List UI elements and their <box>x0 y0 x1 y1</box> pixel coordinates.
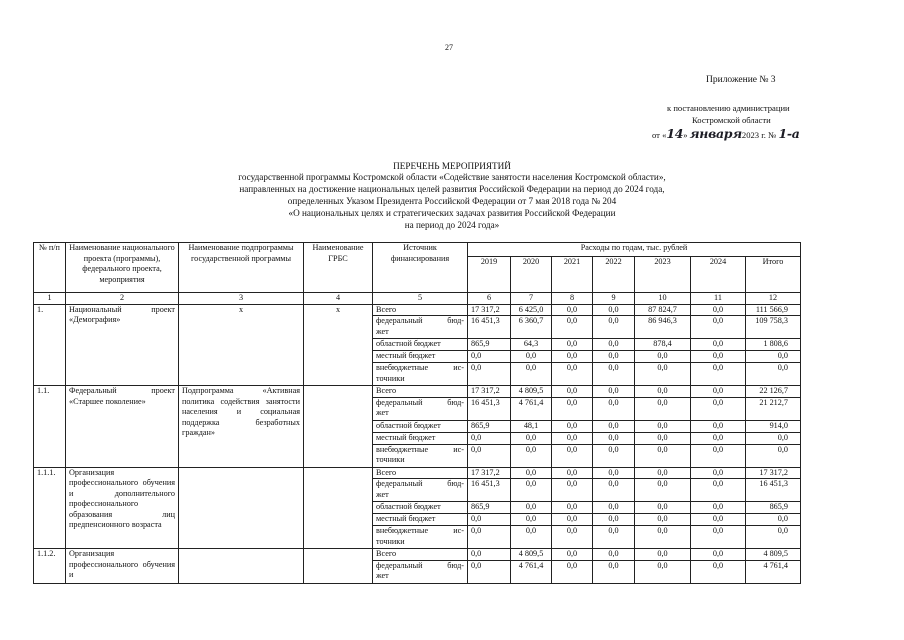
total-value: 4 809,5 <box>746 549 801 561</box>
year-value: 0,0 <box>468 549 511 561</box>
column-number: 4 <box>304 293 373 305</box>
header-year: 2022 <box>593 257 635 293</box>
year-value: 64,3 <box>511 339 552 351</box>
date-suffix: 2023 г. № <box>741 130 777 140</box>
financing-source-text: федеральный бюд- <box>376 397 464 407</box>
total-value: 0,0 <box>746 514 801 526</box>
year-value: 0,0 <box>691 432 746 444</box>
financing-source-text: Всего <box>376 304 397 314</box>
subprogram-name <box>179 467 304 549</box>
financing-source <box>373 397 468 420</box>
grbs-name <box>304 467 373 549</box>
year-value: 0,0 <box>593 339 635 351</box>
year-value: 0,0 <box>691 444 746 467</box>
year-value: 6 360,7 <box>511 316 552 339</box>
financing-source-text: жет <box>376 571 389 580</box>
year-value: 0,0 <box>552 560 593 583</box>
column-number: 1 <box>34 293 66 305</box>
year-value: 0,0 <box>593 304 635 316</box>
total-value: 0,0 <box>746 444 801 467</box>
column-number: 7 <box>511 293 552 305</box>
year-value: 0,0 <box>593 444 635 467</box>
financing-source-text: областной бюджет <box>376 420 441 430</box>
date-prefix: от « <box>652 130 667 140</box>
total-value: 4 761,4 <box>746 560 801 583</box>
financing-source <box>373 479 468 502</box>
year-value: 0,0 <box>552 514 593 526</box>
financing-source <box>373 363 468 386</box>
column-number: 10 <box>635 293 691 305</box>
year-value: 0,0 <box>691 316 746 339</box>
year-value: 16 451,3 <box>468 316 511 339</box>
year-value: 0,0 <box>511 351 552 363</box>
measures-table <box>33 242 801 584</box>
year-value: 0,0 <box>691 339 746 351</box>
measure-name: Федеральный проект «Старшее поколение» <box>66 386 179 468</box>
financing-source-text: Всего <box>376 467 397 477</box>
grbs-name <box>304 386 373 468</box>
financing-source <box>373 502 468 514</box>
resolution-line-2: Костромской области <box>692 115 771 125</box>
financing-source-text: Всего <box>376 386 397 395</box>
total-value: 0,0 <box>746 351 801 363</box>
year-value: 0,0 <box>468 351 511 363</box>
financing-source-text: жет <box>376 408 389 417</box>
year-value: 0,0 <box>552 467 593 479</box>
column-number: 3 <box>179 293 304 305</box>
year-value: 16 451,3 <box>468 397 511 420</box>
column-number-row <box>34 293 801 305</box>
financing-source-text: федеральный бюд- <box>376 479 464 488</box>
year-value: 865,9 <box>468 502 511 514</box>
grbs-name <box>304 549 373 584</box>
financing-source-text: местный бюджет <box>376 351 436 360</box>
title-line-6: на период до 2024 года» <box>404 220 500 230</box>
row-number: 1.1.1. <box>34 467 66 549</box>
subprogram-name: х <box>179 304 304 386</box>
financing-source <box>373 526 468 549</box>
title-line-3: направленных на достижение национальных целей развития Российской Федерации на период до 2024 года, <box>239 184 665 194</box>
year-value: 86 946,3 <box>635 316 691 339</box>
year-value: 0,0 <box>635 386 691 398</box>
row-number: 1.1.2. <box>34 549 66 584</box>
column-number: 11 <box>691 293 746 305</box>
date-day-handwritten: 14 <box>666 126 684 141</box>
header-grbs: Наименование ГРБС <box>304 243 373 293</box>
year-value: 0,0 <box>593 560 635 583</box>
year-value: 878,4 <box>635 339 691 351</box>
header-num: № п/п <box>34 243 66 293</box>
year-value: 0,0 <box>468 432 511 444</box>
year-value: 0,0 <box>691 526 746 549</box>
year-value: 0,0 <box>691 467 746 479</box>
column-number: 12 <box>746 293 801 305</box>
resolution-date-line <box>652 126 800 141</box>
financing-source-text: внебюджетные ис- <box>376 444 464 454</box>
total-value: 21 212,7 <box>746 397 801 420</box>
year-value: 0,0 <box>635 549 691 561</box>
year-value: 0,0 <box>691 479 746 502</box>
year-value: 0,0 <box>552 397 593 420</box>
year-value: 0,0 <box>511 514 552 526</box>
year-value: 0,0 <box>552 316 593 339</box>
year-value: 4 809,5 <box>511 549 552 561</box>
year-value: 0,0 <box>691 397 746 420</box>
year-value: 0,0 <box>511 467 552 479</box>
table-row <box>34 549 801 561</box>
header-total: Итого <box>746 257 801 293</box>
doc-number-handwritten: 1-а <box>778 126 800 141</box>
date-month-handwritten: января <box>689 126 742 141</box>
financing-source-text: точники <box>376 373 405 383</box>
year-value: 0,0 <box>552 339 593 351</box>
year-value: 0,0 <box>468 526 511 549</box>
year-value: 0,0 <box>552 479 593 502</box>
year-value: 0,0 <box>691 560 746 583</box>
year-value: 0,0 <box>552 444 593 467</box>
year-value: 0,0 <box>511 444 552 467</box>
financing-source-text: Всего <box>376 549 397 558</box>
year-value: 0,0 <box>635 397 691 420</box>
table-body <box>34 243 801 584</box>
financing-source-text: местный бюджет <box>376 514 436 523</box>
total-value: 914,0 <box>746 420 801 432</box>
year-value: 865,9 <box>468 420 511 432</box>
year-value: 0,0 <box>468 363 511 386</box>
year-value: 0,0 <box>511 432 552 444</box>
header-year: 2020 <box>511 257 552 293</box>
financing-source <box>373 467 468 479</box>
year-value: 0,0 <box>552 363 593 386</box>
financing-source <box>373 420 468 432</box>
measure-name: Организация профессионального обучения и <box>66 549 179 584</box>
resolution-line-1: к постановлению администрации <box>667 103 790 113</box>
total-value: 109 758,3 <box>746 316 801 339</box>
year-value: 0,0 <box>635 467 691 479</box>
year-value: 0,0 <box>552 526 593 549</box>
financing-source-text: жет <box>376 326 389 336</box>
total-value: 111 566,9 <box>746 304 801 316</box>
year-value: 0,0 <box>635 444 691 467</box>
year-value: 0,0 <box>593 420 635 432</box>
financing-source-text: областной бюджет <box>376 339 441 348</box>
appendix-label: Приложение № 3 <box>706 75 776 85</box>
column-number: 2 <box>66 293 179 305</box>
financing-source-text: областной бюджет <box>376 502 441 511</box>
year-value: 0,0 <box>552 420 593 432</box>
total-value: 0,0 <box>746 432 801 444</box>
year-value: 0,0 <box>635 420 691 432</box>
total-value: 22 126,7 <box>746 386 801 398</box>
column-number: 6 <box>468 293 511 305</box>
year-value: 0,0 <box>635 502 691 514</box>
year-value: 0,0 <box>691 386 746 398</box>
header-year: 2024 <box>691 257 746 293</box>
row-number: 1.1. <box>34 386 66 468</box>
financing-source-text: местный бюджет <box>376 432 436 442</box>
column-number: 8 <box>552 293 593 305</box>
year-value: 0,0 <box>552 351 593 363</box>
header-row <box>34 243 801 257</box>
financing-source-text: федеральный бюд- <box>376 560 464 570</box>
year-value: 0,0 <box>593 502 635 514</box>
financing-source-text: внебюджетные ис- <box>376 363 464 372</box>
year-value: 0,0 <box>593 351 635 363</box>
header-expenses: Расходы по годам, тыс. рублей <box>468 243 801 257</box>
title-line-4: определенных Указом Президента Российской Федерации от 7 мая 2018 года № 204 <box>287 196 617 206</box>
year-value: 0,0 <box>593 514 635 526</box>
year-value: 0,0 <box>552 304 593 316</box>
year-value: 0,0 <box>468 560 511 583</box>
year-value: 0,0 <box>552 502 593 514</box>
table-row <box>34 304 801 316</box>
year-value: 0,0 <box>635 514 691 526</box>
year-value: 0,0 <box>593 526 635 549</box>
year-value: 0,0 <box>691 514 746 526</box>
title-line-5: «О национальных целях и стратегических задачах развития Российской Федерации <box>288 208 616 218</box>
year-value: 0,0 <box>593 397 635 420</box>
year-value: 0,0 <box>511 526 552 549</box>
subprogram-name <box>179 549 304 584</box>
header-subprogram: Наименование подпрограммы государственной программы <box>179 243 304 293</box>
date-mid: » <box>683 130 688 140</box>
financing-source <box>373 304 468 316</box>
year-value: 0,0 <box>691 502 746 514</box>
year-value: 0,0 <box>691 351 746 363</box>
year-value: 0,0 <box>635 526 691 549</box>
year-value: 0,0 <box>593 363 635 386</box>
year-value: 4 809,5 <box>511 386 552 398</box>
financing-source <box>373 432 468 444</box>
grbs-name: х <box>304 304 373 386</box>
financing-source <box>373 514 468 526</box>
year-value: 87 824,7 <box>635 304 691 316</box>
year-value: 0,0 <box>468 444 511 467</box>
year-value: 0,0 <box>511 502 552 514</box>
financing-source <box>373 386 468 398</box>
financing-source-text: внебюджетные ис- <box>376 526 464 535</box>
year-value: 0,0 <box>691 549 746 561</box>
header-year: 2021 <box>552 257 593 293</box>
year-value: 0,0 <box>468 514 511 526</box>
year-value: 0,0 <box>635 351 691 363</box>
financing-source <box>373 339 468 351</box>
year-value: 0,0 <box>511 363 552 386</box>
column-number: 5 <box>373 293 468 305</box>
year-value: 0,0 <box>635 560 691 583</box>
total-value: 1 808,6 <box>746 339 801 351</box>
year-value: 4 761,4 <box>511 397 552 420</box>
financing-source <box>373 444 468 467</box>
year-value: 0,0 <box>593 386 635 398</box>
year-value: 17 317,2 <box>468 304 511 316</box>
header-source: Источник финансирования <box>373 243 468 293</box>
header-year: 2019 <box>468 257 511 293</box>
financing-source-text: точники <box>376 455 405 464</box>
year-value: 16 451,3 <box>468 479 511 502</box>
total-value: 865,9 <box>746 502 801 514</box>
financing-source <box>373 549 468 561</box>
year-value: 0,0 <box>691 304 746 316</box>
total-value: 16 451,3 <box>746 479 801 502</box>
subprogram-name: Подпрограмма «Активная политика содействия занятости населения и социальная поддержка безработных граждан» <box>179 386 304 468</box>
financing-source-text: жет <box>376 489 389 499</box>
year-value: 0,0 <box>511 479 552 502</box>
total-value: 0,0 <box>746 526 801 549</box>
year-value: 0,0 <box>552 549 593 561</box>
year-value: 0,0 <box>593 316 635 339</box>
year-value: 4 761,4 <box>511 560 552 583</box>
measure-name: Организация профессионального обучения и дополнительного профессионального образования лиц предпенсионного возраста <box>66 467 179 549</box>
year-value: 6 425,0 <box>511 304 552 316</box>
year-value: 0,0 <box>552 432 593 444</box>
year-value: 0,0 <box>593 432 635 444</box>
year-value: 0,0 <box>635 432 691 444</box>
total-value: 0,0 <box>746 363 801 386</box>
year-value: 865,9 <box>468 339 511 351</box>
year-value: 0,0 <box>635 479 691 502</box>
year-value: 0,0 <box>593 467 635 479</box>
total-value: 17 317,2 <box>746 467 801 479</box>
row-number: 1. <box>34 304 66 386</box>
measure-name: Национальный проект «Демография» <box>66 304 179 386</box>
financing-source <box>373 316 468 339</box>
year-value: 17 317,2 <box>468 467 511 479</box>
year-value: 0,0 <box>691 420 746 432</box>
year-value: 0,0 <box>593 549 635 561</box>
document-title: ПЕРЕЧЕНЬ МЕРОПРИЯТИЙ <box>393 161 511 171</box>
header-year: 2023 <box>635 257 691 293</box>
table-row <box>34 467 801 479</box>
column-number: 9 <box>593 293 635 305</box>
year-value: 17 317,2 <box>468 386 511 398</box>
year-value: 0,0 <box>635 363 691 386</box>
title-line-2: государственной программы Костромской области «Содействие занятости населения Костромской области», <box>238 172 666 182</box>
financing-source <box>373 560 468 583</box>
year-value: 0,0 <box>593 479 635 502</box>
year-value: 0,0 <box>691 363 746 386</box>
page-number: 27 <box>445 43 453 52</box>
financing-source-text: точники <box>376 536 405 546</box>
year-value: 0,0 <box>552 386 593 398</box>
table-row <box>34 386 801 398</box>
year-value: 48,1 <box>511 420 552 432</box>
financing-source-text: федеральный бюд- <box>376 316 464 325</box>
financing-source <box>373 351 468 363</box>
header-project: Наименование национального проекта (программы), федерального проекта, мероприятия <box>66 243 179 293</box>
